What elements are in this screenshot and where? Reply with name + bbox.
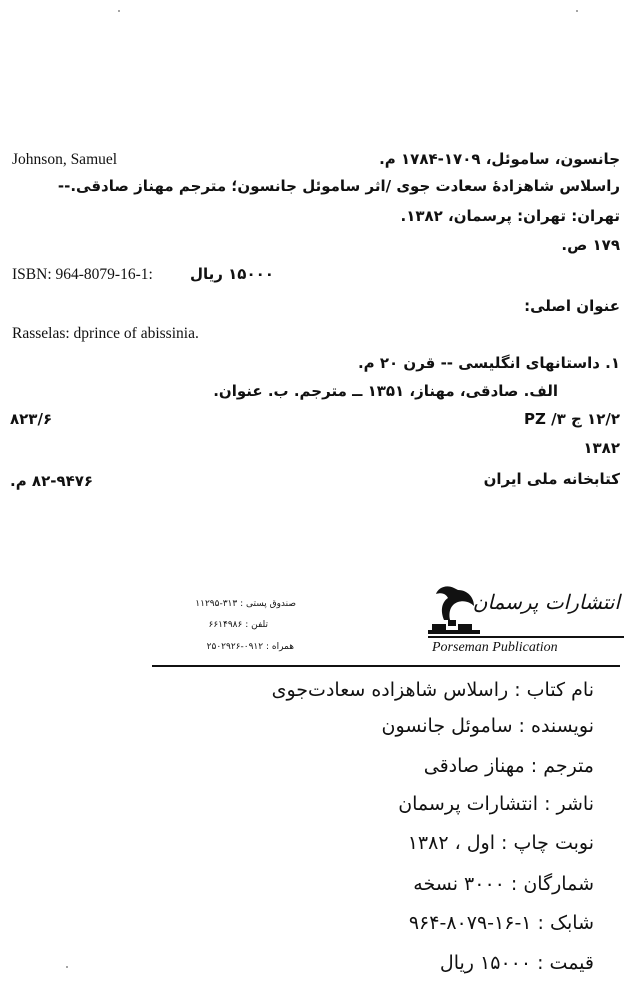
- logo-text-latin: Porseman Publication: [432, 640, 558, 655]
- dewey-number: ۸۲۳/۶: [10, 410, 53, 428]
- author-name-latin: Johnson, Samuel: [12, 151, 118, 168]
- phone-number: تلفن : ۶۶۱۴۹۸۶: [208, 620, 268, 630]
- pages: ۱۷۹ ص.: [561, 236, 620, 254]
- publisher-logo: [428, 580, 624, 658]
- lc-year: ۱۳۸۲: [583, 439, 620, 457]
- isbn-price: ۱۵۰۰۰ ریال: [190, 265, 274, 283]
- author-name-fa: جانسون، ساموئل، ۱۷۰۹-۱۷۸۴ م.: [379, 150, 620, 168]
- colophon-isbn: شابک : ۱-۱۶-۸۰۷۹-۹۶۴: [408, 912, 594, 934]
- scan-speck: [118, 10, 120, 12]
- logo-text-fa: انتشارات پرسمان: [472, 590, 620, 614]
- colophon-print-run: شمارگان : ۳۰۰۰ نسخه: [413, 873, 594, 895]
- title-statement: راسلاس شاهزادهٔ سعادت جوی /اثر ساموئل جانسون؛ مترجم مهناز صادقی.--: [57, 177, 620, 195]
- original-title: Rasselas: dprince of abissinia.: [12, 325, 199, 342]
- colophon-price: قیمت : ۱۵۰۰۰ ریال: [439, 952, 594, 974]
- colophon-translator: مترجم : مهناز صادقی: [423, 755, 594, 777]
- original-title-label: عنوان اصلی:: [524, 297, 620, 315]
- lc-call-number: ۱۲/۲ ج ۳/ PZ: [524, 410, 620, 428]
- colophon-book-title: نام کتاب : راسلاس شاهزاده سعادت‌جوی: [271, 679, 594, 701]
- isbn-latin: ISBN: 964-8079-16-1:: [12, 266, 153, 283]
- scan-speck: [576, 10, 578, 12]
- record-number: ۸۲-۹۴۷۶ م.: [10, 472, 94, 490]
- mobile-number: همراه : ۰۹۱۲-۲۵۰۲۹۲۶: [206, 642, 294, 652]
- library-name: کتابخانه ملی ایران: [483, 470, 620, 488]
- scan-speck: [66, 966, 68, 968]
- divider-line: [152, 665, 620, 667]
- po-box: صندوق پستی : ۳۱۳-۱۱۲۹۵: [195, 599, 296, 609]
- colophon-edition: نوبت چاپ : اول ، ۱۳۸۲: [407, 832, 594, 854]
- imprint: تهران: تهران: پرسمان، ۱۳۸۲.: [400, 207, 620, 225]
- colophon-author: نویسنده : ساموئل جانسون: [381, 715, 594, 737]
- added-entries: الف. صادقی، مهناز، ۱۳۵۱ ــ مترجم. ب. عنوان.: [213, 382, 558, 400]
- subject-heading: ۱. داستانهای انگلیسی -- قرن ۲۰ م.: [357, 354, 620, 372]
- colophon-publisher: ناشر : انتشارات پرسمان: [398, 793, 594, 815]
